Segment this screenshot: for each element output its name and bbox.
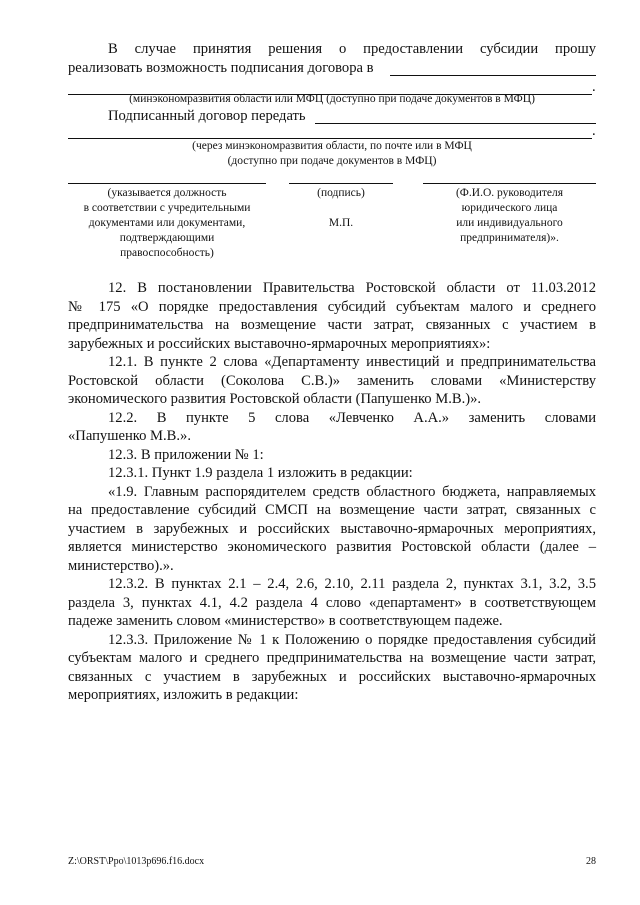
position-caption-4: подтверждающими [119,232,215,244]
body-line: связанных с участием в зарубежных и российских выставочно-ярмарочных [68,668,596,685]
body-line: экономического развития Ростовской области (Папушенко М.В.)». [68,391,482,407]
body-line: мероприятиях, изложить в редакции: [68,687,299,703]
name-caption-2: юридического лица [461,202,558,214]
footer-file-path: Z:\ORST\Ppo\1013p696.f16.docx [68,856,205,867]
position-caption-5: правоспособность) [120,247,214,259]
signature-rule-position [68,183,266,184]
position-caption-2: в соответствии с учредительными [83,202,251,214]
position-caption-3: документами или документами, [88,217,246,229]
body-line: Ростовской области (Соколова С.В.)» заменить словами «Министерству [68,372,596,389]
signature-rule-name [423,183,596,184]
body-line: 12. В постановлении Правительства Ростовской области от 11.03.2012 [108,280,596,296]
body-line: «Папушенко М.В.». [68,428,191,444]
caption-transfer-b: (доступно при подаче документов в МФЦ) [227,155,437,167]
name-caption-1: (Ф.И.О. руководителя [455,187,564,199]
body-line: 12.1. В пункте 2 слова «Департаменту инвестиций и предпринимательства [108,354,596,370]
body-line: 12.3.2. В пунктах 2.1 – 2.4, 2.6, 2.10, 2.11 раздела 2, пунктах 3.1, 3.2, 3.5 [108,576,596,592]
blank-line-transfer [315,123,596,124]
request-line-2: реализовать возможность подписания договора в [68,60,374,76]
caption-place: (минэкономразвития области или МФЦ (доступно при подаче документов в МФЦ) [129,93,535,105]
body-line: раздела 3, пунктах 4.1, 4.2 раздела 4 слово «департамент» в соответствующем [68,594,596,611]
transfer-line: Подписанный договор передать [108,108,306,124]
body-line: зарубежных и российских выставочно-ярмарочных мероприятиях»: [68,335,491,352]
caption-transfer-a: (через минэкономразвития области, по почте или в МФЦ [192,140,472,152]
body-line: 12.3.3. Приложение № 1 к Положению о порядке предоставления субсидий [108,631,596,648]
body-line: министерство).». [68,557,174,574]
body-line: участием в зарубежных и российских выставочно-ярмарочных мероприятиях, [68,520,596,537]
body-line: на предоставление субсидий СМСП на возмещение части затрат, связанных с [68,502,596,518]
body-line: является министерство экономического развития Ростовской области (далее – [68,539,596,555]
blank-line-place [390,75,596,76]
request-line-1: В случае принятия решения о предоставлении субсидии прошу [108,41,596,57]
signature-caption: (подпись) [317,187,365,199]
body-line: предпринимательства на возмещение части затрат, связанных с участием в [68,317,596,333]
body-line: «1.9. Главным распорядителем средств областного бюджета, направляемых [108,483,596,500]
position-caption-1: (указывается должность [107,187,227,199]
body-line: падеже заменить словом «министерство» в соответствующем падеже. [68,613,503,629]
seal-caption: М.П. [328,217,354,229]
line3-period: . [592,79,596,95]
line5-period: . [592,123,596,139]
name-caption-4: предпринимателя)». [460,232,559,244]
body-line: 12.3. В приложении № 1: [108,446,264,463]
body-line: № 175 «О порядке предоставления субсидий субъектам малого и среднего [68,298,596,315]
body-line: 12.3.1. Пункт 1.9 раздела 1 изложить в редакции: [108,465,413,481]
name-caption-3: или индивидуального [456,217,563,229]
page-number: 28 [586,856,596,867]
body-line: 12.2. В пункте 5 слова «Левченко А.А.» заменить словами [108,409,596,426]
body-line: субъектам малого и среднего предпринимательства на возмещение части затрат, [68,650,596,666]
signature-rule-sign [289,183,393,184]
